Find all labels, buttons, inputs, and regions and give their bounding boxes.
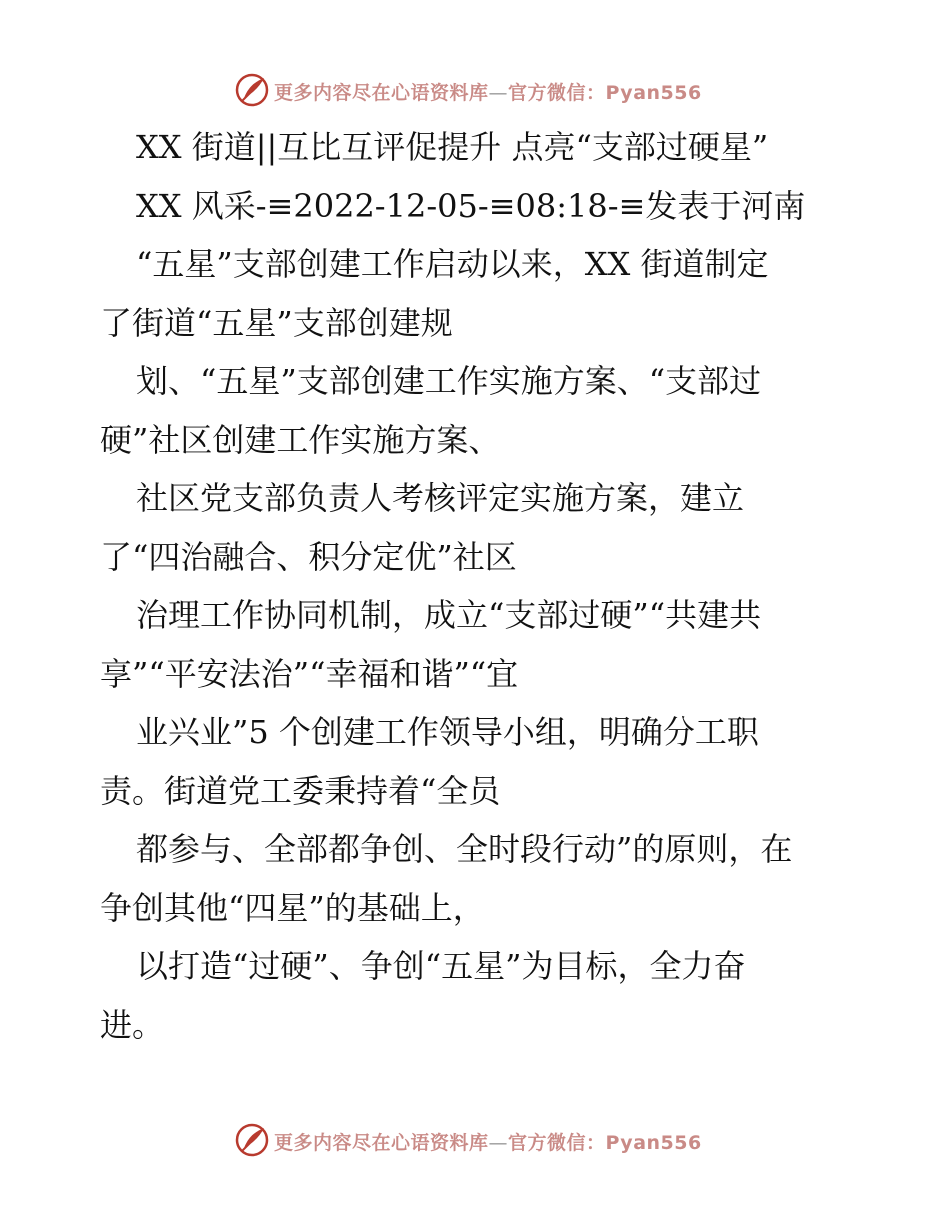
document-body xyxy=(100,124,860,1060)
paragraph-line: 了街道“五星”支部创建规 xyxy=(100,303,453,342)
paragraph-line: 了“四治融合、积分定优”社区 xyxy=(100,537,517,576)
banner-dash: — xyxy=(488,82,509,104)
footer-banner xyxy=(0,1120,950,1160)
banner-secondary-text: 官方微信： xyxy=(508,82,606,104)
paragraph-line: “五星”支部创建工作启动以来，XX 街道制定 xyxy=(136,245,769,283)
banner-main-text: 更多内容尽在心语资料库 xyxy=(274,1132,489,1154)
header-banner xyxy=(0,70,950,110)
feather-quill-logo-icon xyxy=(234,72,270,108)
banner-wechat-id: Pyan556 xyxy=(605,82,702,104)
feather-quill-logo-icon xyxy=(234,1122,270,1158)
paragraph-line: 硬”社区创建工作实施方案、 xyxy=(100,420,501,459)
paragraph-line: 以打造“过硬”、争创“五星”为目标，全力奋 xyxy=(136,947,746,985)
paragraph-line: 划、“五星”支部创建工作实施方案、“支部过 xyxy=(136,362,762,400)
paragraph-line: 享”“平安法治”“幸福和谐”“宜 xyxy=(100,654,519,693)
document-title: XX 街道||互比互评促提升 点亮“支部过硬星” xyxy=(136,128,769,166)
paragraph-line: 争创其他“四星”的基础上， xyxy=(100,888,485,927)
banner-dash: — xyxy=(488,1132,509,1154)
paragraph-line: 都参与、全部都争创、全时段行动”的原则，在 xyxy=(136,830,793,868)
banner-secondary-text: 官方微信： xyxy=(508,1132,606,1154)
banner-text xyxy=(274,1128,702,1155)
paragraph-line: 治理工作协同机制，成立“支部过硬”“共建共 xyxy=(136,596,762,634)
paragraph-line: 进。 xyxy=(100,1005,165,1044)
paragraph-line: 业兴业”5 个创建工作领导小组，明确分工职 xyxy=(136,713,759,751)
banner-text xyxy=(274,78,702,105)
paragraph-line: 责。街道党工委秉持着“全员 xyxy=(100,771,501,810)
banner-wechat-id: Pyan556 xyxy=(605,1132,702,1154)
document-meta: XX 风采-≡2022-12-05-≡08:18-≡发表于河南 xyxy=(136,186,806,225)
paragraph-line: 社区党支部负责人考核评定实施方案，建立 xyxy=(136,479,745,517)
banner-main-text: 更多内容尽在心语资料库 xyxy=(274,82,489,104)
